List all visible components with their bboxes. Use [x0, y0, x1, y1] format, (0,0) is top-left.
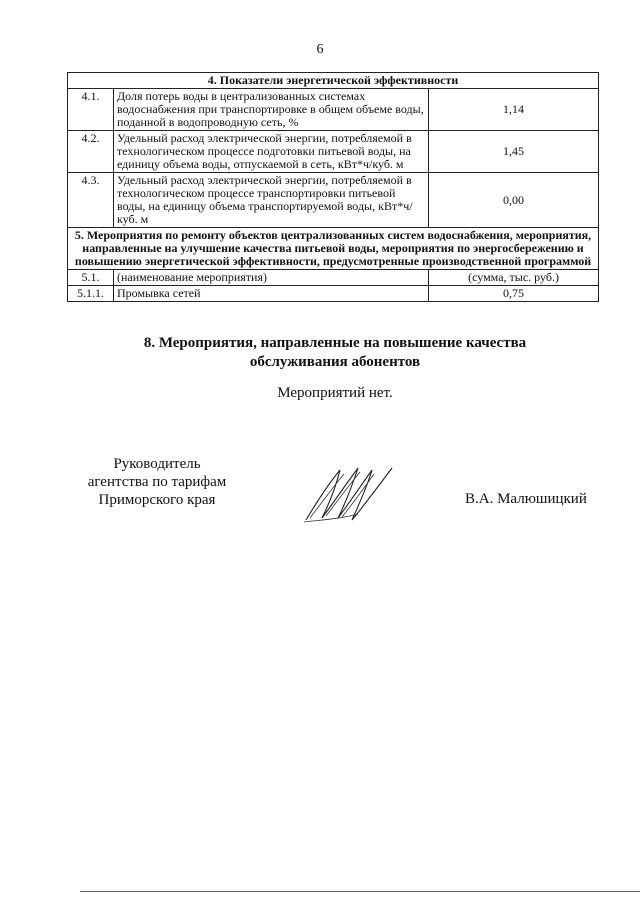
row-number: 4.1. — [68, 89, 114, 131]
no-measures-text: Мероприятий нет. — [277, 385, 393, 401]
signer-position — [82, 455, 232, 509]
row-description: Удельный расход электрической энергии, потребляемой в технологическом процессе транспортировки питьевой воды, на единицу объема транспортируемой воды, кВт*ч/куб. м — [114, 173, 429, 228]
section4-header-row — [68, 73, 599, 89]
indicators-table — [67, 72, 599, 302]
table-row — [68, 270, 599, 286]
section8-title — [0, 334, 640, 372]
row-description: Доля потерь воды в централизованных системах водоснабжения при транспортировке в общем объеме воды, поданной в водопроводную сеть, % — [114, 89, 429, 131]
row-number: 5.1.1. — [68, 286, 114, 302]
row-description: (наименование мероприятия) — [114, 270, 429, 286]
row-value: 1,45 — [429, 131, 599, 173]
signer-position-line3: Приморского края — [98, 492, 216, 508]
row-value: 0,00 — [429, 173, 599, 228]
row-value: 0,75 — [429, 286, 599, 302]
table-row — [68, 89, 599, 131]
row-number: 5.1. — [68, 270, 114, 286]
section8-title-line2: обслуживания абонентов — [249, 354, 421, 370]
row-number: 4.2. — [68, 131, 114, 173]
row-value: (сумма, тыс. руб.) — [429, 270, 599, 286]
row-number: 4.3. — [68, 173, 114, 228]
section5-header: 5. Мероприятия по ремонту объектов централизованных систем водоснабжения, мероприятия, направленные на улучшение качества питьевой воды, мероприятия по энергосбережению и повышению энергетической эффективности, предусмотренные производственной программой — [68, 228, 599, 270]
signer-name: В.А. Малюшицкий — [465, 491, 587, 507]
row-description: Промывка сетей — [114, 286, 429, 302]
signer-position-line1: Руководитель — [113, 456, 201, 472]
row-description: Удельный расход электрической энергии, потребляемой в технологическом процессе подготовки питьевой воды, на единицу объема воды, отпускаемой в сеть, кВт*ч/куб. м — [114, 131, 429, 173]
section4-header: 4. Показатели энергетической эффективности — [68, 73, 599, 89]
page-bottom-line — [80, 891, 640, 892]
page-number: 6 — [316, 42, 324, 57]
table-row — [68, 286, 599, 302]
signature-image — [300, 462, 400, 524]
signer-position-line2: агентства по тарифам — [87, 474, 227, 490]
row-value: 1,14 — [429, 89, 599, 131]
table-row — [68, 173, 599, 228]
table-row — [68, 131, 599, 173]
section8-title-line1: 8. Мероприятия, направленные на повышение качества — [143, 335, 527, 351]
section5-header-row — [68, 228, 599, 270]
